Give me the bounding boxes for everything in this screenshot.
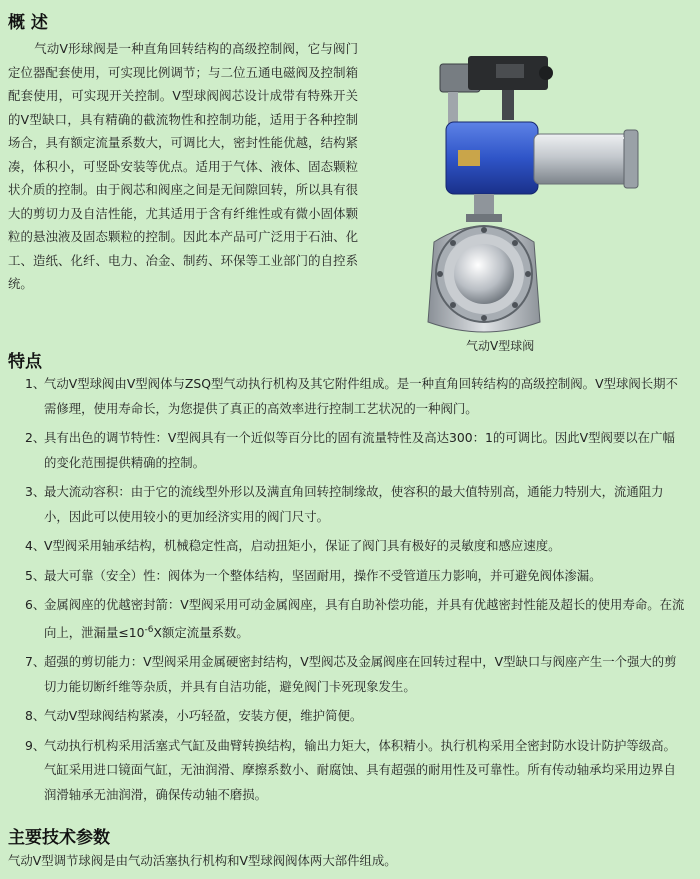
feature-text: 最大可靠（安全）性：阀体为一个整体结构，坚固耐用，操作不受管道压力影响，并可避免阀体渗漏。 bbox=[44, 567, 602, 583]
params-text: 气动V型调节球阀是由气动活塞执行机构和V型球阀阀体两大部件组成。 bbox=[8, 853, 397, 868]
feature-item-8 bbox=[0, 704, 700, 729]
valve-stem-icon bbox=[466, 194, 502, 222]
actuator-body-icon bbox=[446, 122, 638, 194]
pneumatic-v-ball-valve-image bbox=[378, 42, 678, 342]
feature-item-1 bbox=[0, 372, 700, 421]
feature-item-6 bbox=[0, 593, 700, 645]
feature-text: 超强的剪切能力：V型阀采用金属硬密封结构，V型阀芯及金属阀座在回转过程中，V型缺口与阀座产生一个强大的剪切力能切断纤维等杂质，并具有自洁功能，避免阀门卡死现象发生。 bbox=[44, 654, 677, 694]
feature-item-2 bbox=[0, 426, 700, 475]
feature-number: 4、 bbox=[25, 538, 46, 553]
feature-number: 8、 bbox=[25, 708, 46, 723]
feature-number: 3、 bbox=[25, 484, 46, 499]
figure-caption: 气动V型球阀 bbox=[466, 339, 535, 353]
feature-number: 6、 bbox=[25, 597, 46, 612]
valve-body-icon bbox=[428, 226, 540, 332]
feature-number: 2、 bbox=[25, 430, 46, 445]
leakage-exponent: -6 bbox=[144, 624, 154, 635]
feature-number: 1、 bbox=[25, 376, 46, 391]
feature-item-7 bbox=[0, 650, 700, 699]
feature-item-4 bbox=[0, 534, 700, 559]
overview-paragraph bbox=[8, 37, 358, 296]
feature-text: V型阀采用轴承结构，机械稳定性高，启动扭矩小，保证了阀门具有极好的灵敏度和感应速度。 bbox=[44, 538, 561, 553]
feature-item-9 bbox=[0, 734, 700, 808]
features-list bbox=[0, 372, 700, 812]
feature-number: 9、 bbox=[25, 737, 46, 753]
overview-text: 气动V形球阀是一种直角回转结构的高级控制阀，它与阀门定位器配套使用，可实现比例调节；与二位五通电磁阀及控制箱配套使用，可实现开关控制。V型球阀阀芯设计成带有特殊开关的V型缺口，具有精确的截流物性和控制功能，适用于各种控制场合，具有额定流量系数大，可调比大，密封性能优越，结构紧凑，体积小，可竖卧安装等优点。适用于气体、液体、固态颗粒状介质的控制。由于阀芯和阀座之间是无间隙回转，所以具有很大的剪切力及自洁性能，尤其适用于含有纤维性或有微小固体颗粒的悬浊液及固态颗粒的控制。因此本产品可广泛用于石油、化工、造纸、化纤、电力、冶金、制药、环保等工业部门的自控系统。 bbox=[8, 41, 358, 291]
feature-number: 5、 bbox=[25, 567, 46, 583]
feature-text-tail: X额定流量系数。 bbox=[153, 624, 249, 640]
feature-number: 7、 bbox=[25, 654, 46, 669]
feature-text: 气动V型球阀由V型阀体与ZSQ型气动执行机构及其它附件组成。是一种直角回转结构的高级控制阀。V型球阀长期不需修理，使用寿命长，为您提供了真正的高效率进行控制工艺状况的一种阀门。 bbox=[44, 376, 678, 416]
params-heading: 主要技术参数 bbox=[8, 828, 110, 848]
feature-text: 最大流动容积：由于它的流线型外形以及满直角回转控制缘故，使容积的最大值特别高，通能力特别大，流通阻力小，因此可以使用较小的更加经济实用的阀门尺寸。 bbox=[44, 484, 664, 524]
feature-text: 金属阀座的优越密封箭：V型阀采用可动金属阀座，具有自助补偿功能，并具有优越密封性能及超长的使用寿命。在流向上，泄漏量≤10 bbox=[44, 597, 685, 640]
overview-heading: 概 述 bbox=[8, 13, 48, 33]
positioner-box-icon bbox=[440, 56, 553, 124]
feature-text: 具有出色的调节特性：V型阀具有一个近似等百分比的固有流量特性及高达300：1的可调比。因此V型阀要以在广幅的变化范围提供精确的控制。 bbox=[44, 430, 675, 470]
feature-item-5 bbox=[0, 564, 700, 589]
feature-text: 气动执行机构采用活塞式气缸及曲臂转换结构，输出力矩大，体积精小。执行机构采用全密封防水设计防护等级高。气缸采用进口镜面气缸，无油润滑、摩擦系数小、耐腐蚀、具有超强的耐用性及可靠性。所有传动轴承均采用边界自润滑轴承无油润滑，确保传动轴不磨损。 bbox=[44, 737, 676, 802]
feature-item-3 bbox=[0, 480, 700, 529]
features-heading: 特点 bbox=[8, 352, 42, 372]
feature-text: 气动V型球阀结构紧凑，小巧轻盈，安装方便，维护简便。 bbox=[44, 708, 363, 723]
